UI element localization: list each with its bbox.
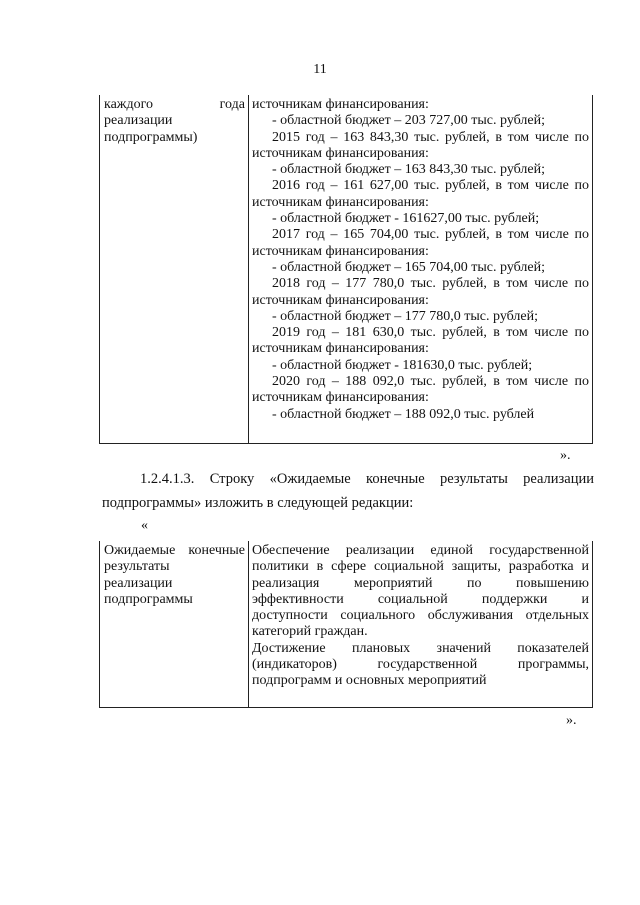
closing-quote: ». [560,448,571,463]
funding-line: 2020 год – 188 092,0 тыс. рублей, в том числе по [272,374,589,390]
funding-line: - областной бюджет – 165 704,00 тыс. рублей; [272,259,545,275]
funding-line: - областной бюджет – 177 780,0 тыс. рублей; [272,308,538,324]
funding-line: 2016 год – 161 627,00 тыс. рублей, в том числе по [272,178,589,194]
table-row [100,541,593,708]
funding-line: источникам финансирования: [252,341,429,357]
funding-line: - областной бюджет – 163 843,30 тыс. рублей; [272,162,545,178]
row-label-line: Ожидаемые конечные [104,543,245,558]
result-line: политики в сфере социальной защиты, разработка и [252,559,589,575]
funding-line: источникам финансирования: [252,292,429,308]
funding-line: источникам финансирования: [252,390,429,406]
funding-line: источникам финансирования: [252,97,429,112]
funding-line: - областной бюджет - 181630,0 тыс. рублей; [272,357,533,373]
row-label-line: каждого года [104,97,245,112]
row-label-line: реализации [104,113,173,129]
funding-line: источникам финансирования: [252,145,429,161]
paragraph-line: подпрограммы» изложить в следующей редакции: [102,495,414,511]
funding-line: источникам финансирования: [252,194,429,210]
funding-table [99,95,593,444]
result-line: категорий граждан. [252,624,368,640]
page-number: 11 [313,62,327,77]
funding-line: 2018 год – 177 780,0 тыс. рублей, в том числе по [272,276,589,292]
funding-line: 2017 год – 165 704,00 тыс. рублей, в том числе по [272,227,589,243]
row-label-line: подпрограммы) [104,129,198,145]
funding-line: 2019 год – 181 630,0 тыс. рублей, в том числе по [272,325,589,341]
row-label-cell [100,95,249,444]
results-table [99,541,593,708]
funding-line: - областной бюджет - 161627,00 тыс. рублей; [272,211,540,227]
amendment-paragraph [102,467,594,515]
result-line: эффективности социальной поддержки и [252,591,589,607]
table-row [100,95,593,444]
funding-line: 2015 год – 163 843,30 тыс. рублей, в том числе по [272,129,589,145]
result-line: (индикаторов) государственной программы, [252,657,589,673]
funding-line: - областной бюджет – 188 092,0 тыс. рублей [272,406,535,422]
result-line: реализация мероприятий по повышению [252,575,589,591]
funding-line: источникам финансирования: [252,243,429,259]
funding-line: - областной бюджет – 203 727,00 тыс. рублей; [272,113,545,129]
result-line: Обеспечение реализации единой государственной [252,543,589,558]
row-label-line: реализации [104,575,173,591]
closing-quote: ». [566,713,577,728]
opening-quote: « [141,518,148,533]
row-label-line: результаты [104,559,170,575]
paragraph-line: 1.2.4.1.3. Строку «Ожидаемые конечные результаты реализации [140,471,594,487]
row-content-cell [249,95,593,444]
row-content-cell [249,541,593,708]
result-line: Достижение плановых значений показателей [252,640,589,656]
row-label-line: подпрограммы [104,591,193,607]
row-label-cell [100,541,249,708]
result-line: доступности социального обслуживания отдельных [252,608,589,624]
result-line: подпрограмм и основных мероприятий [252,673,487,689]
